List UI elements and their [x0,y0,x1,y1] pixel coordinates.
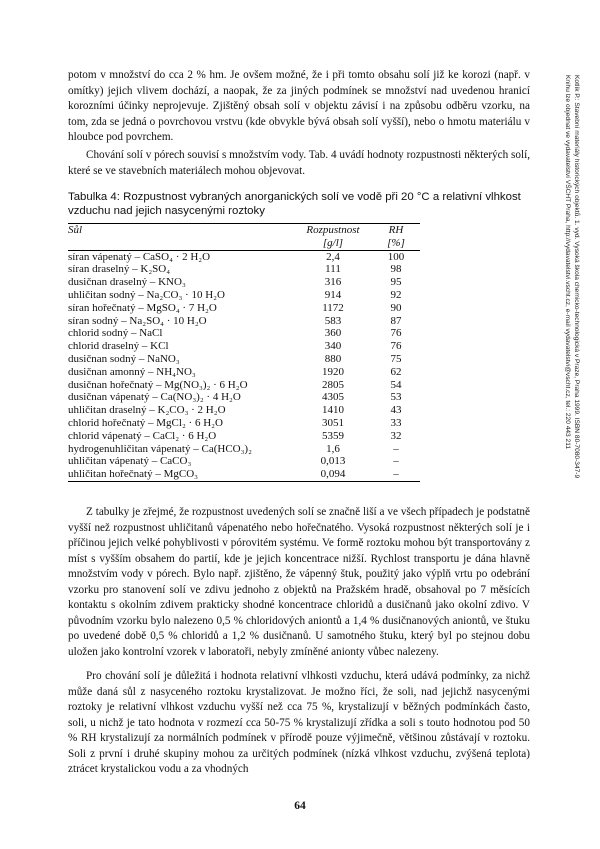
salt-name-cell: dusičnan vápenatý – Ca(NO₃)₂ · 4 H₂O [68,391,241,404]
rh-cell: 76 [390,327,402,340]
table-row [68,302,420,315]
header-rh: RH [372,224,420,237]
solubility-cell: 111 [325,263,341,276]
salt-name-cell: dusičnan sodný – NaNO₃ [68,352,180,365]
rh-cell: 87 [390,314,402,327]
table-row [68,276,420,289]
solubility-cell: 360 [324,327,342,340]
solubility-cell: 0,013 [320,455,346,468]
table-row [68,455,420,468]
rh-cell: 100 [387,250,405,263]
table-caption: Tabulka 4: Rozpustnost vybraných anorganických solí ve vodě při 20 °C a relativní vlhkost vzduchu nad jejich nasycenými roztoky [68,191,521,217]
solubility-cell: 583 [324,314,342,327]
table-row [68,289,420,302]
rh-cell: – [393,442,399,455]
table-row [68,353,420,366]
solubility-cell: 914 [324,288,342,301]
salt-name-cell: chlorid draselný – KCl [68,340,169,353]
salt-name-cell: chlorid sodný – NaCl [68,327,163,340]
table-row [68,404,420,417]
solubility-cell: 5359 [322,429,344,442]
copyright-sidebar [563,75,581,478]
table-row [68,430,420,443]
salt-name-cell: síran sodný – Na₂SO₄ · 10 H₂O [68,314,207,327]
sidebar-order-info: Knihu lze objednat ve vydavatelství VŠCHT Praha, http://vydavatelstvi.vscht.cz, e-mail vydavatelstvi@vscht.cz, tel.: 220 443 211 [564,75,571,450]
solubility-cell: 1920 [322,365,344,378]
salt-name-cell: chlorid vápenatý – CaCl₂ · 6 H₂O [68,429,217,442]
table-row [68,417,420,430]
rh-cell: 53 [390,391,402,404]
paragraph-2: Chování solí v pórech souvisí s množstvím vody. Tab. 4 uvádí hodnoty rozpustnosti některých solí, které se ve stavebních materiálech mohou objevovat. [68,149,530,177]
salt-name-cell: uhličitan hořečnatý – MgCO₃ [68,468,294,481]
rh-cell: 75 [390,352,402,365]
solubility-cell: 340 [324,340,342,353]
salt-name-cell: síran hořečnatý – MgSO₄ · 7 H₂O [68,301,217,314]
salt-name-cell: dusičnan amonný – NH₄NO₃ [68,365,196,378]
salt-name-cell: síran draselný – K₂SO₄ [68,263,171,276]
solubility-cell: 4305 [322,391,344,404]
table-row [68,340,420,353]
solubility-cell: 1172 [322,301,344,314]
table-row [68,468,420,481]
solubility-table [68,223,420,482]
solubility-cell: 316 [324,276,342,289]
rh-cell: 43 [390,404,402,417]
table-row [68,250,420,263]
rh-cell: 90 [390,301,402,314]
solubility-cell: 1,6 [326,442,340,455]
rh-cell: 54 [390,378,402,391]
salt-name-cell: uhličitan draselný – K₂CO₃ · 2 H₂O [68,404,226,417]
page-number: 64 [294,800,306,812]
sidebar-citation: Kotlík P.: Stavební materiály historických objektů. 1. vyd. Vysoká škola chemicko-technologická v Praze, Praha 1999. ISBN 80-7080-347-9 [573,75,580,479]
rh-cell: 76 [390,340,402,353]
rh-cell: 33 [390,416,402,429]
solubility-cell: 880 [324,352,342,365]
rh-cell: – [372,468,420,481]
header-solubility: Rozpustnost [294,224,372,237]
table-row [68,443,420,456]
table-row [68,366,420,379]
table-row [68,379,420,392]
salt-name-cell: uhličitan sodný – Na₂CO₃ · 10 H₂O [68,288,225,301]
table-row [68,327,420,340]
table-row [68,315,420,328]
table-row [68,263,420,276]
header-solubility-unit: [g/l] [294,237,372,250]
salt-name-cell: dusičnan hořečnatý – Mg(NO₃)₂ · 6 H₂O [68,378,248,391]
salt-name-cell: síran vápenatý – CaSO₄ · 2 H₂O [68,250,211,263]
header-salt: Sůl [68,224,294,237]
paragraph-1: potom v množství do cca 2 % hm. Je ovšem možné, že i při tomto obsahu solí již ke korozi (např. v omítky) jejich vlivem dochází, a naopak, že za jiných podmínek se množství nad uvedenou hranicí korozními účinky neprojevuje. Zjištěný obsah solí v objektu závisí i na způsobu odběru vzorku, na tom, zda se jedná o povrchovou vrstvu (kde obvykle bývá obsah solí vyšší), nebo o hmotu materiálu v hloubce pod povrchem. [68,69,530,143]
rh-cell: 95 [390,276,402,289]
salt-name-cell: dusičnan draselný – KNO₃ [68,276,186,289]
solubility-cell: 1410 [322,404,344,417]
rh-cell: 98 [390,263,402,276]
header-rh-unit: [%] [372,237,420,250]
solubility-cell: 3051 [322,416,344,429]
salt-name-cell: hydrogenuhličitan vápenatý – Ca(HCO₃)₂ [68,442,252,455]
paragraph-3: Z tabulky je zřejmé, že rozpustnost uvedených solí se značně liší a ve všech případech je podstatně vyšší než rozpustnost uhličitanů vápenatého nebo hořečnatého. Vysoká rozpustnost některých solí je i příčinou jejich velké pohyblivosti v pórovitém systému. Ve formě roztoku mohou být transportovány z míst s vyšším obsahem do partií, kde je jejich koncentrace nižší. Rychlost transportu je dána hlavně množstvím vody v pórech. Bylo např. zjištěno, že vápenný štuk, použitý jako výplň vrtu po odebrání vzorku pro stanovení solí ve zdivu jednoho z objektů na Pražském hradě, obsahoval po 7 měsících kontaktu s okolním zdivem prakticky shodné koncentrace chloridů a dusičnanů jako okolní zdivo. V původním vzorku bylo nalezeno 0,5 % chloridových aniontů a 1,4 % dusičnanových aniontů, ve štuku po uvedené době 0,5 % chloridů a 1,2 % dusičnanů. U samotného štuku, který byl po stejnou dobu uložen jako kontrolní vzorek v laboratoři, nebyly zmíněné anionty vůbec nalezeny. [68,506,530,658]
rh-cell: 92 [390,288,402,301]
solubility-cell: 0,094 [294,468,372,481]
rh-cell: 32 [390,429,402,442]
rh-cell: 62 [390,365,402,378]
salt-name-cell: chlorid hořečnatý – MgCl₂ · 6 H₂O [68,416,223,429]
solubility-cell: 2805 [322,378,344,391]
table-row [68,391,420,404]
salt-name-cell: uhličitan vápenatý – CaCO₃ [68,455,192,468]
solubility-cell: 2,4 [326,250,340,263]
rh-cell: – [393,455,399,468]
paragraph-4: Pro chování solí je důležitá i hodnota relativní vlhkosti vzduchu, která udává podmínky, za nichž může daná sůl z nasyceného roztoku krystalizovat. Je možno říci, že soli, nad jejichž nasycenými roztoky je relativní vlhkost vzduchu vyšší než cca 75 %, krystalizují v běžných podmínkách často, soli, u nichž je tato hodnota v rozmezí cca 50-75 % krystalizují zřídka a soli s touto hodnotou pod 50 % RH krystalizují za normálních podmínek v přírodě pouze výjimečně, většinou zůstávají v roztoku. Soli z první i druhé skupiny mohou za určitých podmínek (nízká vlhkost vzduchu, zvýšená teplota) ztrácet krystalickou vodu a za vhodných [68,670,530,775]
